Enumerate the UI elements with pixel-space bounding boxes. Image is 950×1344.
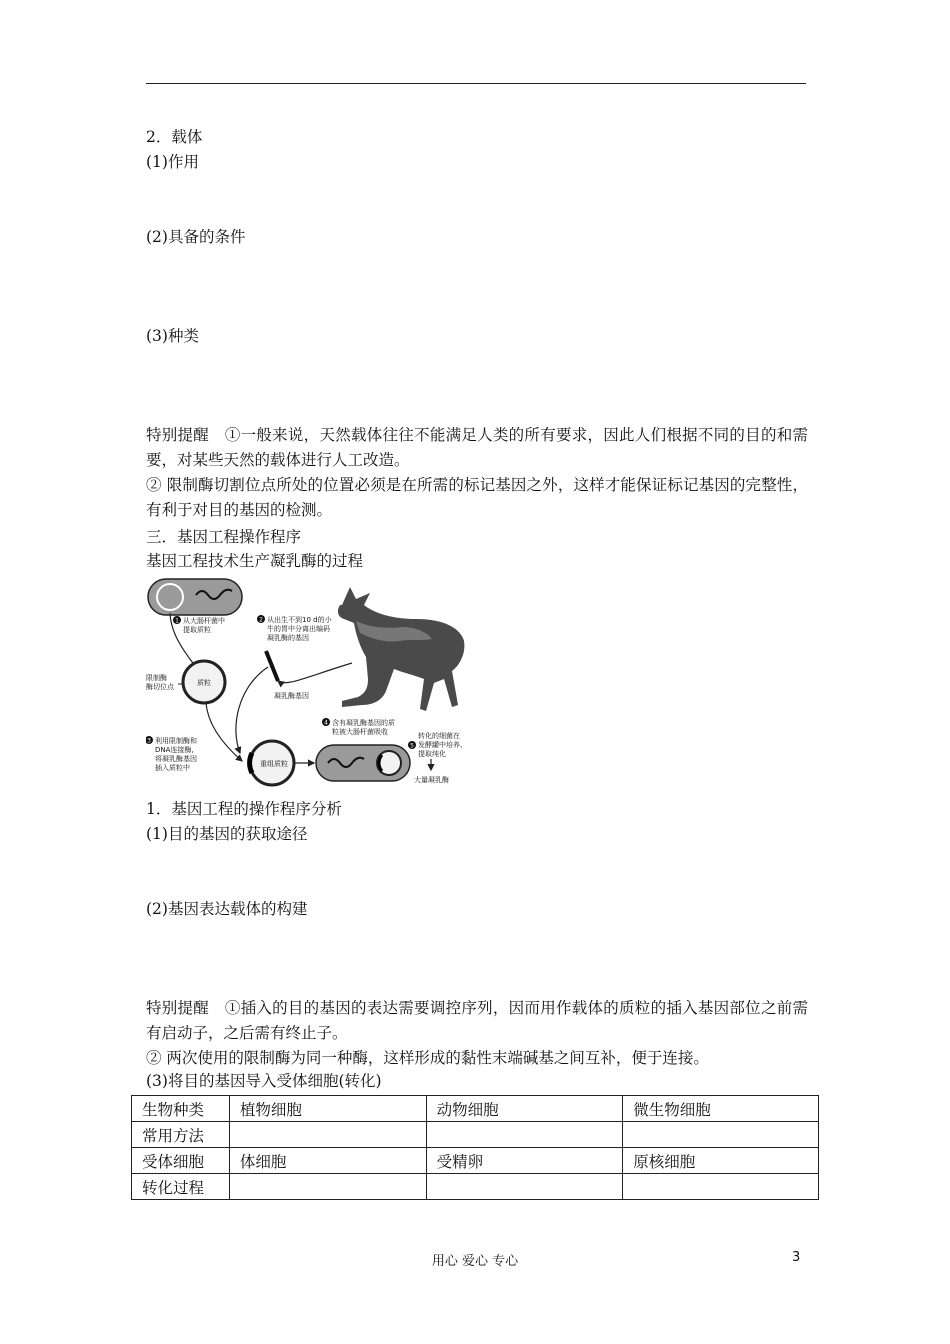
page-footer: 用心 爱心 专心	[431, 1254, 519, 1269]
step-1-label	[173, 616, 225, 634]
vector-conditions-heading: (2)具备的条件	[146, 228, 246, 246]
table-cell: 微生物细胞	[623, 1096, 819, 1122]
step-5-text-c: 提取纯化	[418, 750, 446, 758]
step-5-label	[408, 731, 467, 758]
step-3-label	[146, 736, 197, 772]
step-3-text-d: 插入质粒中	[155, 764, 190, 772]
step-1-number: 1	[175, 617, 179, 625]
procedure-analysis-heading: 1．基因工程的操作程序分析	[146, 800, 342, 818]
table-cell	[229, 1122, 426, 1148]
step-4-label	[322, 718, 395, 736]
special-note-2	[146, 996, 808, 1071]
recombinant-plasmid	[250, 741, 294, 785]
table-cell	[426, 1174, 623, 1200]
vector-function-heading: (1)作用	[146, 153, 199, 171]
recombinant-label: 重组质粒	[260, 760, 288, 768]
note-1-line-1: 特别提醒 ①一般来说，天然载体往往不能满足人类的所有要求，因此人们根据不同的目的和需要，对某些天然的载体进行人工改造。	[146, 426, 808, 469]
vector-types-heading: (3)种类	[146, 327, 199, 345]
step-4-number: 4	[324, 719, 328, 727]
arrow-calf-to-gene	[278, 663, 352, 683]
table-cell	[623, 1174, 819, 1200]
step-2-number: 2	[259, 616, 263, 624]
table-cell: 受精卵	[426, 1148, 623, 1174]
step-5-number: 5	[410, 742, 414, 750]
enzyme-site-label-a: 限制酶	[146, 674, 167, 682]
step-3-text-c: 将凝乳酶基因	[155, 755, 197, 763]
transformation-table	[131, 1095, 819, 1200]
page-number: 3	[792, 1250, 801, 1265]
table-cell: 转化过程	[132, 1174, 230, 1200]
plasmid	[183, 661, 225, 703]
arrow-plasmid-to-recombinant	[206, 703, 242, 761]
note-1-line-2: ② 限制酶切割位点所处的位置必须是在所需的标记基因之外，这样才能保证标记基因的完整性，有利于对目的基因的检测。	[146, 476, 808, 519]
section-heading-vector: 2．载体	[146, 128, 203, 146]
step-1-text-b: 提取质粒	[183, 626, 211, 634]
table-row	[132, 1096, 819, 1122]
table-cell	[229, 1174, 426, 1200]
gene-acquisition-heading: (1)目的基因的获取途径	[146, 825, 308, 843]
table-cell	[623, 1122, 819, 1148]
plasmid-label: 质粒	[197, 679, 211, 687]
note-2-line-1: 特别提醒 ①插入的目的基因的表达需要调控序列，因而用作载体的质粒的插入基因部位之前需有启动子，之后需有终止子。	[146, 999, 808, 1042]
rennin-gene	[266, 651, 309, 700]
table-cell: 受体细胞	[132, 1148, 230, 1174]
table-cell	[426, 1122, 623, 1148]
note-2-line-2: ② 两次使用的限制酶为同一种酶，这样形成的黏性末端碱基之间互补，便于连接。	[146, 1049, 709, 1067]
step-4-text-a: 含有凝乳酶基因的质	[332, 719, 395, 727]
figure-title: 基因工程技术生产凝乳酶的过程	[146, 552, 364, 570]
table-row	[132, 1174, 819, 1200]
table-cell: 原核细胞	[623, 1148, 819, 1174]
special-note-1	[146, 423, 808, 523]
ecoli-cell	[148, 579, 242, 615]
step-2-text-b: 牛的胃中分离出编码	[267, 625, 330, 633]
table-cell: 动物细胞	[426, 1096, 623, 1122]
step-2-text-a: 从出生不到10 d的小	[267, 616, 332, 624]
table-row	[132, 1122, 819, 1148]
enzyme-site-label-b: 酶切位点	[146, 683, 174, 691]
step-5-text-b: 发酵罐中培养、	[418, 741, 467, 749]
step-3-text-a: 利用限制酶和	[155, 737, 197, 745]
step-1-text-a: 从大肠杆菌中	[183, 617, 225, 625]
step-4-text-b: 粒被大肠杆菌吸收	[332, 728, 388, 736]
calf-image	[338, 587, 464, 711]
table-row	[132, 1148, 819, 1174]
step-5-text-a: 转化的细菌在	[418, 732, 460, 740]
step-3-number: 3	[147, 737, 151, 745]
table-cell: 常用方法	[132, 1122, 230, 1148]
table-cell: 植物细胞	[229, 1096, 426, 1122]
gene-label: 凝乳酶基因	[274, 692, 309, 700]
vector-construction-heading: (2)基因表达载体的构建	[146, 900, 308, 918]
header-rule	[146, 83, 806, 84]
table-cell: 体细胞	[229, 1148, 426, 1174]
step-2-label	[257, 615, 333, 642]
table-cell: 生物种类	[132, 1096, 230, 1122]
step-3-text-b: DNA连接酶,	[155, 746, 194, 754]
section-heading-procedure: 三．基因工程操作程序	[146, 528, 302, 546]
arrow-gene-to-recombinant	[236, 667, 268, 753]
chymosin-process-figure	[146, 577, 514, 787]
transformed-ecoli-cell	[316, 745, 410, 781]
step-2-text-c: 凝乳酶的基因	[267, 634, 309, 642]
product-label: 大量凝乳酶	[414, 776, 449, 784]
transformation-heading: (3)将目的基因导入受体细胞(转化)	[146, 1072, 382, 1090]
